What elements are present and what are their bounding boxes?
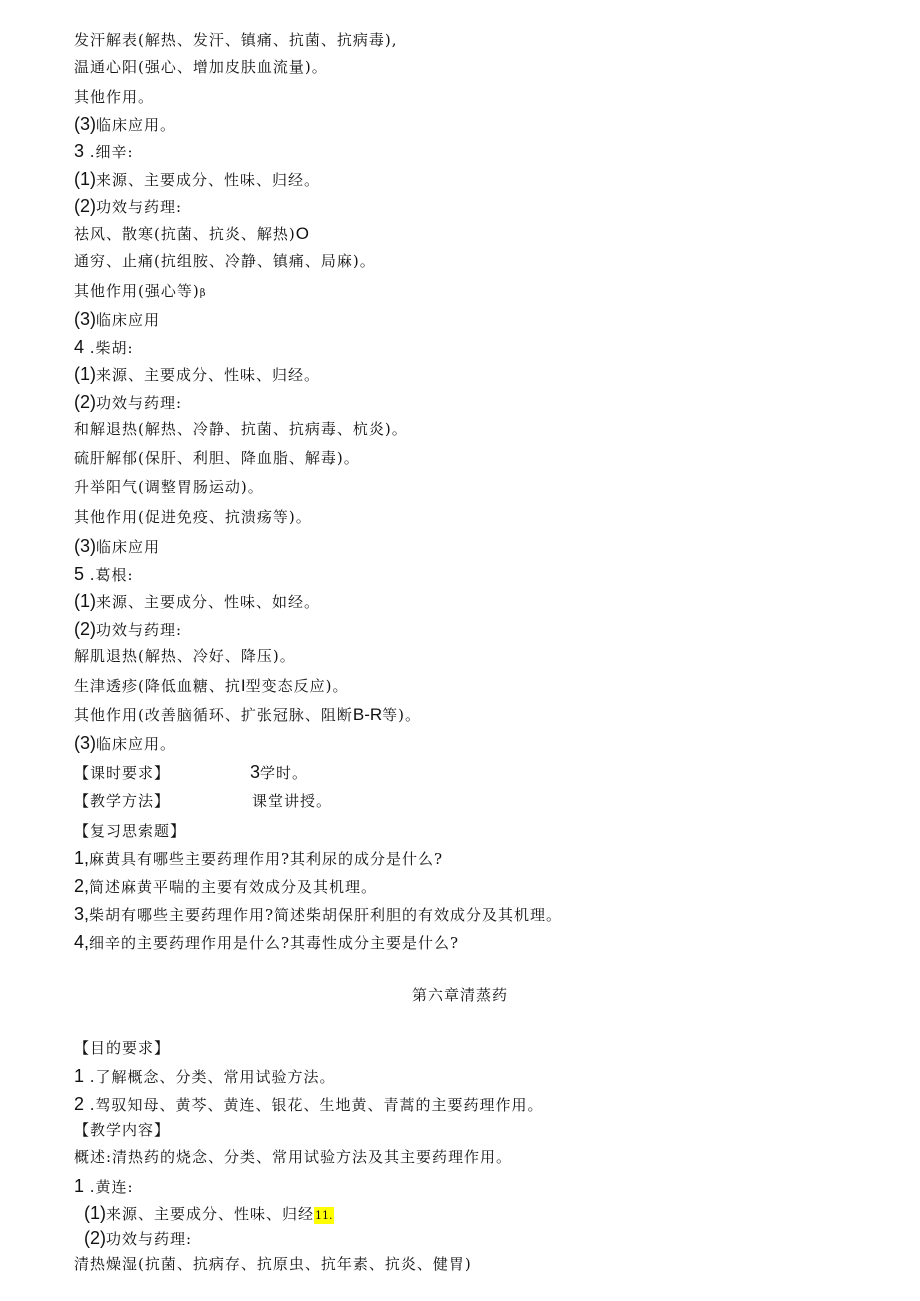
line-text: 临床应用。: [96, 116, 177, 134]
body-line: [74, 448, 360, 468]
line-text: 其他作用(促进免疫、抗溃疡等)。: [74, 508, 312, 526]
line-text: 升举阳气(调整胃肠运动)。: [74, 478, 264, 496]
latin-mark: B-R: [352, 705, 383, 724]
body-line: [74, 419, 408, 439]
line-text: .了解概念、分类、常用试验方法。: [84, 1068, 336, 1086]
line-number: 5: [74, 564, 85, 584]
latin-mark: O: [295, 224, 309, 243]
line-text: 其他作用(改善脑循环、扩张冠脉、阻断: [74, 706, 353, 724]
line-text: 温通心阳(强心、增加皮肤血流量)。: [74, 58, 328, 76]
body-line: [74, 224, 309, 244]
meta-row: [74, 762, 308, 783]
meta-value: 课堂讲授。: [252, 792, 333, 810]
body-line: [74, 733, 176, 754]
meta-label: 【课时要求】: [74, 764, 171, 782]
line-number: (3): [74, 114, 96, 134]
body-line: [74, 251, 376, 271]
line-number: 3,: [74, 904, 90, 924]
body-line: [74, 281, 206, 304]
body-line: [74, 646, 296, 666]
meta-value: 学时。: [260, 764, 309, 782]
line-number: 1: [74, 1176, 85, 1196]
line-text: 来源、主要成分、性味、归经。: [96, 366, 321, 384]
objective-item: [74, 1066, 336, 1087]
content-heading: [74, 1120, 170, 1140]
review-heading: [74, 821, 186, 841]
body-line: [74, 536, 160, 557]
body-line: [74, 141, 134, 162]
body-line: [74, 114, 176, 135]
line-number: 3: [74, 141, 85, 161]
sub-item: [84, 1228, 192, 1249]
line-number: 1,: [74, 848, 90, 868]
line-text: 细辛的主要药理作用是什么?其毒性成分主要是什么?: [89, 934, 460, 952]
body-line: [74, 30, 397, 50]
line-text: 解肌退热(解热、冷好、降压)。: [74, 647, 296, 665]
line-text: .驾驭知母、黄芩、黄连、银花、生地黄、青蒿的主要药理作用。: [84, 1096, 544, 1114]
line-number: (1): [84, 1203, 106, 1223]
line-number: (1): [74, 364, 96, 384]
line-number: (3): [74, 733, 96, 753]
line-text: 临床应用。: [96, 735, 177, 753]
body-line: [74, 564, 134, 585]
line-text: 硫肝解郁(保肝、利胆、降血脂、解毒)。: [74, 449, 360, 467]
line-number: 2: [74, 1094, 85, 1114]
line-text: 清热燥湿(抗菌、抗病存、抗原虫、抗年素、抗炎、健胃): [74, 1255, 472, 1273]
body-line: [74, 676, 348, 696]
line-text: 发汗解表(解热、发汗、镇痛、抗菌、抗病毒),: [74, 31, 398, 49]
line-number: (1): [74, 591, 96, 611]
body-line: [74, 196, 182, 217]
body-line: [74, 337, 134, 358]
body-line: [74, 57, 328, 77]
line-number: (2): [74, 619, 96, 639]
line-text: 祛风、散寒(抗菌、抗炎、解热): [74, 225, 296, 243]
line-text: 功效与药理:: [96, 621, 183, 639]
body-line: [74, 87, 154, 107]
review-question: [74, 904, 562, 925]
line-text: 【教学内容】: [74, 1121, 171, 1139]
line-text: 功效与药理:: [96, 394, 183, 412]
line-text: 【目的要求】: [74, 1039, 171, 1057]
line-number: (3): [74, 536, 96, 556]
overview-line: [74, 1147, 512, 1167]
objectives-heading: [74, 1038, 170, 1058]
line-number: (3): [74, 309, 96, 329]
line-text: .柴胡:: [84, 339, 134, 357]
line-number: 1: [74, 1066, 85, 1086]
line-text: .葛根:: [84, 566, 134, 584]
body-line: [74, 392, 182, 413]
chapter-title: 第六章清蒸药: [411, 986, 508, 1004]
line-text: 临床应用: [96, 538, 161, 556]
body-line: [74, 1254, 472, 1274]
meta-label: 【教学方法】: [74, 792, 171, 810]
line-number: (2): [74, 196, 96, 216]
latin-mark: I: [240, 676, 246, 695]
line-text-tail: 型变态反应)。: [245, 677, 349, 695]
body-line: [74, 619, 182, 640]
line-number: (2): [84, 1228, 106, 1248]
line-text-tail: 等)。: [382, 706, 421, 724]
line-number: (1): [74, 169, 96, 189]
body-line: [74, 364, 320, 385]
review-question: [74, 876, 377, 897]
line-text: 柴胡有哪些主要药理作用?简述柴胡保肝利胆的有效成分及其机理。: [89, 906, 563, 924]
line-text: 和解退热(解热、冷静、抗菌、抗病毒、杭炎)。: [74, 420, 408, 438]
line-text: .细辛:: [84, 143, 134, 161]
review-question: [74, 932, 459, 953]
line-text: 其他作用(强心等): [74, 282, 200, 300]
sub-item: [84, 1203, 334, 1226]
line-number: (2): [74, 392, 96, 412]
line-number: 4: [74, 337, 85, 357]
line-text: 来源、主要成分、性味、如经。: [96, 593, 321, 611]
line-text: .黄连:: [84, 1178, 134, 1196]
body-line: [74, 169, 320, 190]
line-text: 临床应用: [96, 311, 161, 329]
body-line: [74, 309, 160, 330]
line-text: 【复习思索题】: [74, 822, 187, 840]
line-text: 概述:清热药的烧念、分类、常用试验方法及其主要药理作用。: [74, 1148, 513, 1166]
line-text: 简述麻黄平喘的主要有效成分及其机理。: [89, 878, 378, 896]
body-line: [74, 705, 421, 725]
line-number: 2,: [74, 876, 90, 896]
body-line: [74, 477, 264, 497]
meta-number: 3: [250, 762, 261, 782]
objective-item: [74, 1094, 544, 1115]
line-text: 功效与药理:: [96, 198, 183, 216]
beta-mark: β: [199, 288, 206, 299]
line-text: 来源、主要成分、性味、归经。: [96, 171, 321, 189]
line-text: 其他作用。: [74, 88, 155, 106]
line-text: 功效与药理:: [106, 1230, 193, 1248]
body-line: [74, 507, 312, 527]
highlight-mark: 11.: [315, 1209, 333, 1222]
review-question: [74, 848, 443, 869]
line-number: 4,: [74, 932, 90, 952]
line-text: 麻黄具有哪些主要药理作用?其利尿的成分是什么?: [89, 850, 444, 868]
line-text: 来源、主要成分、性味、归经: [106, 1205, 315, 1223]
line-text: 通穷、止痛(抗组胺、冷静、镇痛、局麻)。: [74, 252, 376, 270]
item-heading: [74, 1176, 134, 1197]
body-line: [74, 591, 320, 612]
meta-row: [74, 791, 332, 811]
line-text: 生津透疹(降低血糖、抗: [74, 677, 241, 695]
